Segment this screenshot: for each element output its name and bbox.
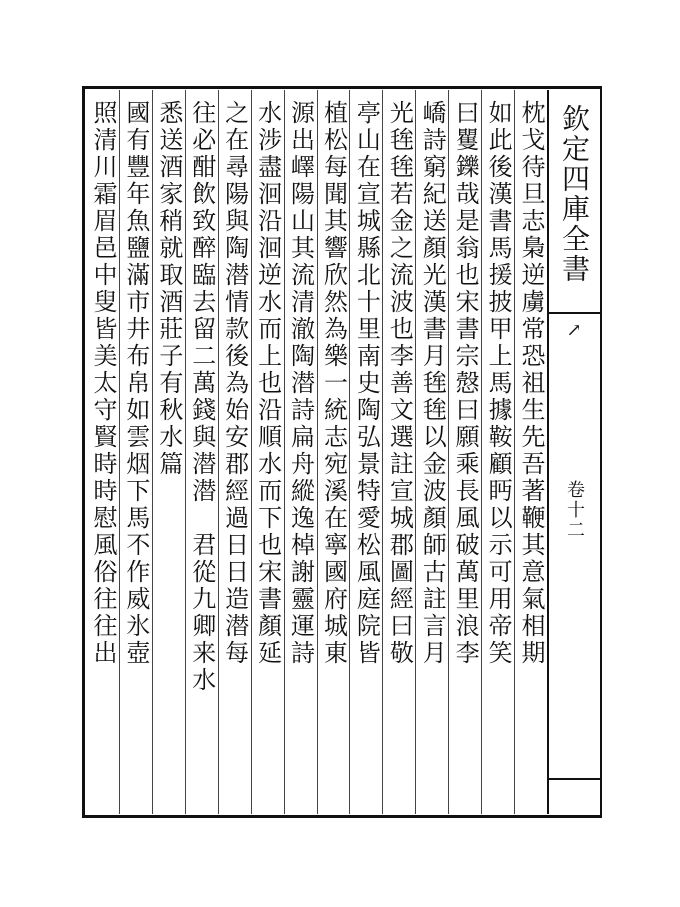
column-text: 照清川霜眉邑中叟皆美太守賢時時慰風俗往往出 <box>88 100 117 667</box>
fishtail-mark: ↗ <box>566 320 582 341</box>
column-rule <box>481 90 482 814</box>
column-rule <box>317 90 318 814</box>
text-column-12 <box>82 90 86 91</box>
text-column-6 <box>349 90 382 814</box>
column-rule <box>185 90 186 814</box>
column-rule <box>415 90 416 814</box>
column-text: 源出嶧陽山其流清澈陶潜詩扁舟縱逸棹謝靈運詩 <box>286 100 315 667</box>
text-column-8 <box>284 90 317 814</box>
column-text: 國有豐年魚鹽滿市井布帛如雲烟下馬不作威氷壺 <box>121 100 150 667</box>
column-rule <box>218 90 219 814</box>
column-rule <box>251 90 252 814</box>
column-text: 往必酣飲致醉臨去留二萬錢與潜潜 君從九卿来水 <box>187 100 216 694</box>
column-text: 水涉盡洄沿洄逆水而上也沿順水而下也宋書顏延 <box>253 100 282 667</box>
text-column-13 <box>119 90 152 814</box>
column-text: 曰矍鑠哉是翁也宋書宗慤曰願乘長風破萬里浪李 <box>451 100 480 667</box>
column-text: 嶠詩窮紀送顏光漢書月毪毪以金波顏師古註言月 <box>418 100 447 667</box>
column-text: 枕戈待旦志梟逆虜常恐祖生先吾著鞭其意氣相期 <box>517 100 546 667</box>
text-column-12 <box>152 90 185 814</box>
column-rule <box>284 90 285 814</box>
text-column-11 <box>185 90 218 814</box>
column-rule <box>349 90 350 814</box>
column-rule <box>119 90 120 814</box>
text-body <box>86 90 547 814</box>
column-text: 之在尋陽與陶潜情款後為始安郡經過日日造潜每 <box>220 100 249 667</box>
column-rule <box>152 90 153 814</box>
column-rule <box>448 90 449 814</box>
column-text: 光毪毪若金之流波也李善文選註宣城郡圖經曰敬 <box>385 100 414 667</box>
column-text: 如此後漢書馬援披甲上馬據鞍顧眄以示可用帝笑 <box>484 100 513 667</box>
juan-label: 卷十二 <box>564 480 585 540</box>
text-column-5 <box>382 90 415 814</box>
book-title: 欽定四庫全書 <box>558 104 591 284</box>
text-column-3 <box>448 90 481 814</box>
fishtail-bottom <box>549 778 600 780</box>
text-column-9 <box>251 90 284 814</box>
text-column-10 <box>218 90 251 814</box>
text-column-14 <box>86 90 119 814</box>
margin-band <box>547 90 600 814</box>
column-rule <box>382 90 383 814</box>
column-text: 植松每聞其響欣然為樂一統志宛溪在寧國府城東 <box>319 100 348 667</box>
text-column-1 <box>514 90 547 814</box>
column-text: 悉送酒家稍就取酒莊子有秋水篇 <box>154 100 183 478</box>
column-text: 亭山在宣城縣北十里南史陶弘景特愛松風庭院皆 <box>352 100 381 667</box>
column-rule <box>514 90 515 814</box>
text-column-2 <box>481 90 514 814</box>
fishtail-top <box>549 312 600 314</box>
text-column-4 <box>415 90 448 814</box>
text-column-7 <box>317 90 350 814</box>
